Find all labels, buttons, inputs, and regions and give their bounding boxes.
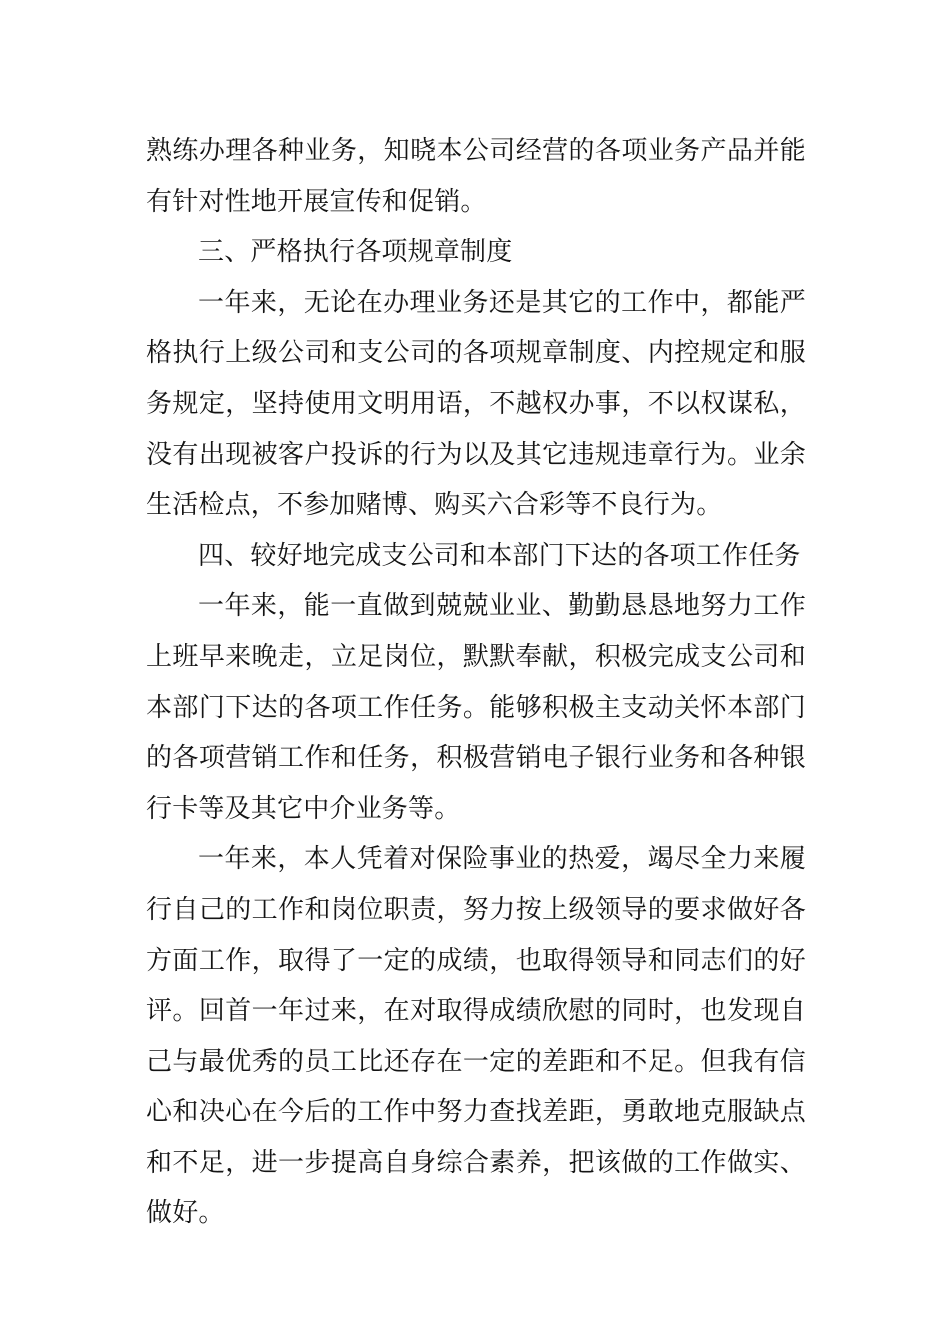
section-heading-four: 四、较好地完成支公司和本部门下达的各项工作任务 xyxy=(198,540,801,571)
section-heading-three: 三、严格执行各项规章制度 xyxy=(198,237,513,268)
paragraph-continuation: 熟练办理各种业务，知晓本公司经营的各项业务产品并能有针对性地开展宣传和促销。 xyxy=(146,136,806,217)
paragraph-tasks: 一年来，能一直做到兢兢业业、勤勤恳恳地努力工作上班早来晚走，立足岗位，默默奉献，积极完成支公司和本部门下达的各项工作任务。能够积极主支动关怀本部门的各项营销工作和任务，积极营销电子银行业务和各种银行卡等及其它中介业务等。 xyxy=(146,591,806,824)
paragraph-summary: 一年来，本人凭着对保险事业的热爱，竭尽全力来履行自己的工作和岗位职责，努力按上级领导的要求做好各方面工作，取得了一定的成绩，也取得领导和同志们的好评。回首一年过来，在对取得成绩欣慰的同时，也发现自己与最优秀的员工比还存在一定的差距和不足。但我有信心和决心在今后的工作中努力查找差距，勇敢地克服缺点和不足，进一步提高自身综合素养，把该做的工作做实、做好。 xyxy=(146,844,806,1229)
document-body xyxy=(146,126,806,1239)
paragraph-regulations: 一年来，无论在办理业务还是其它的工作中，都能严格执行上级公司和支公司的各项规章制度、内控规定和服务规定，坚持使用文明用语，不越权办事，不以权谋私，没有出现被客户投诉的行为以及其它违规违章行为。业余生活检点，不参加赌博、购买六合彩等不良行为。 xyxy=(146,287,806,521)
